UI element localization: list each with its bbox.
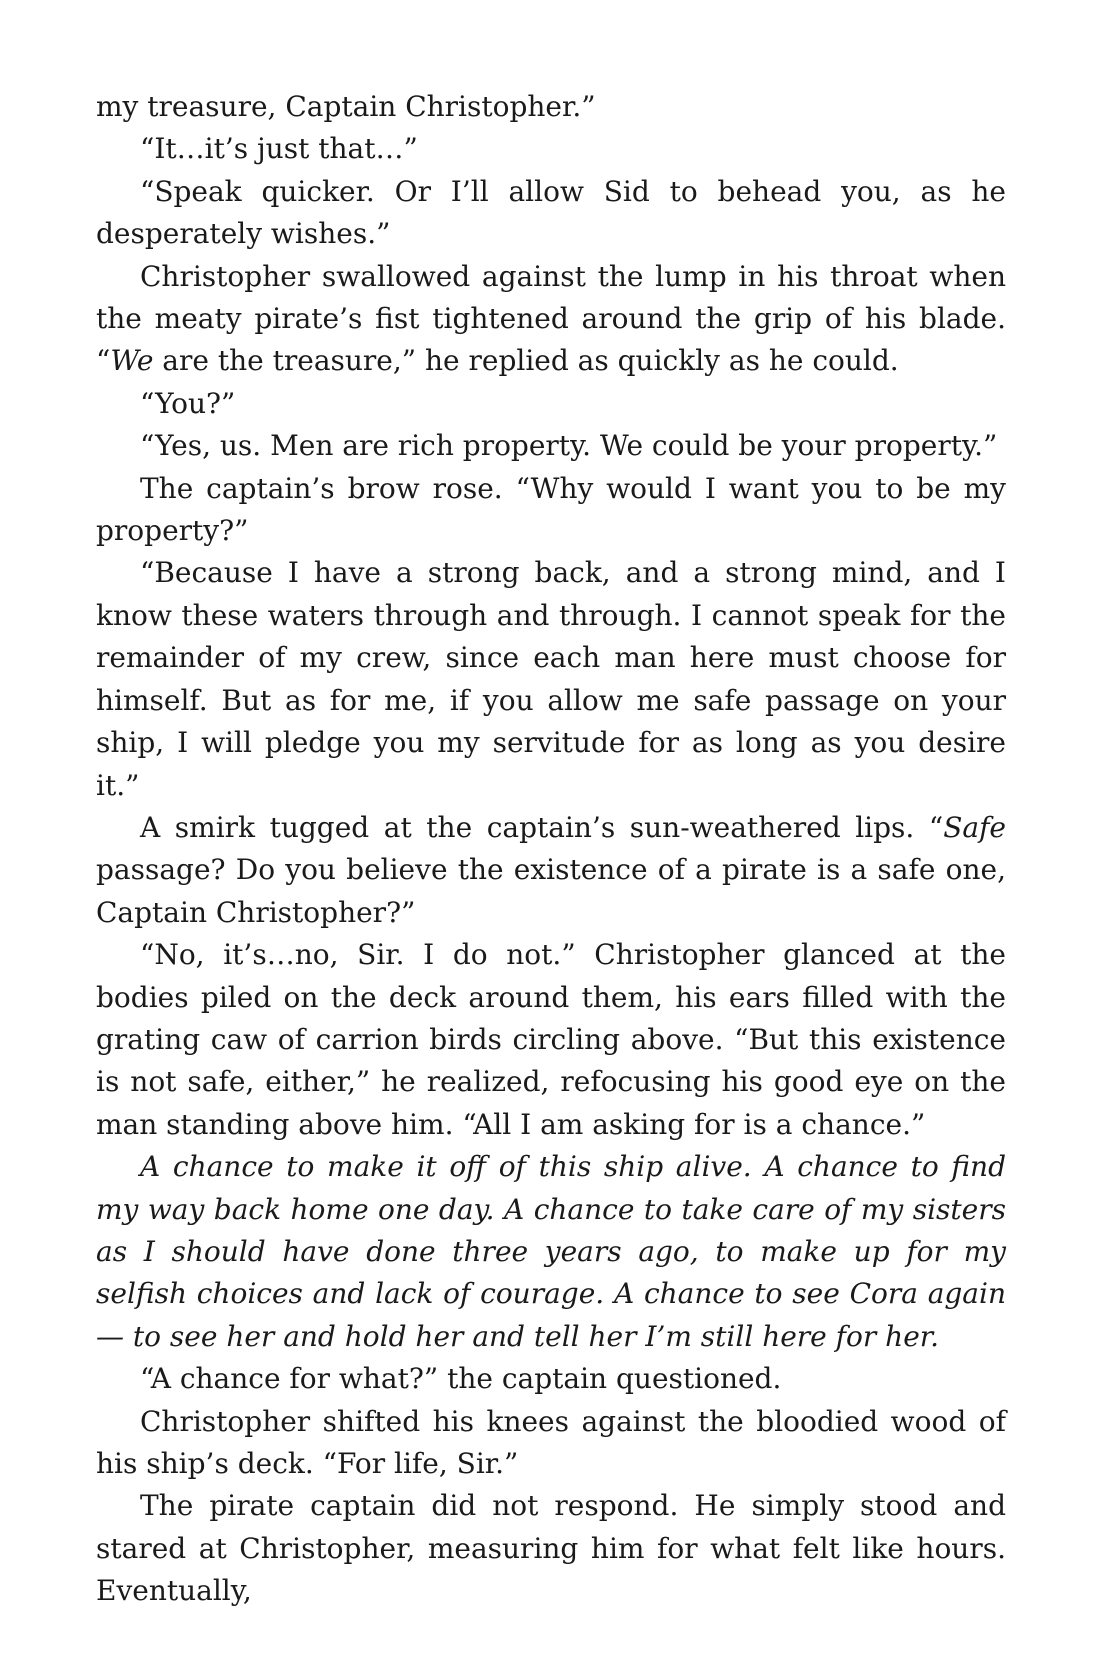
paragraph: “Because I have a strong back, and a strong mind, and I know these waters through and through. I cannot speak for the remainder of my crew, since each man here must choose for himself. But as for me, if you allow me safe passage on your ship, I will pledge you my servitude for as long as you desire it.” [96, 556, 1006, 802]
paragraph [96, 807, 1006, 934]
paragraph: “A chance for what?” the captain questioned. [140, 1362, 782, 1396]
emphasis: A chance to make it off of this ship alive. A chance to find my way back home one day. A chance to take care of my sisters as I should have done three years ago, to make up for my selfish choices and lack of courage. A chance to see Cora again — to see her and hold her and tell her I’m still here for her. [96, 1150, 1006, 1353]
paragraph: my treasure, Captain Christopher.” [96, 90, 596, 123]
paragraph: The captain’s brow rose. “Why would I want you to be my property?” [96, 471, 1006, 548]
paragraph: “Yes, us. Men are rich property. We could be your property.” [140, 429, 998, 463]
text-run: Christopher swallowed against the lump in his throat when the meaty pirate’s fist tightened around the grip of his blade. “ [96, 259, 1006, 378]
text-run: are the treasure,” he replied as quickly as he could. [153, 344, 899, 378]
paragraph: “No, it’s…no, Sir. I do not.” Christopher glanced at the bodies piled on the deck around them, his ears filled with the grating caw of carrion birds circling above. “But this existence is not safe, either,” he realized, refocusing his good eye on the man standing above him. “All I am asking for is a chance.” [96, 938, 1006, 1141]
paragraph: The pirate captain did not respond. He simply stood and stared at Christopher, measuring him for what felt like hours. Eventually, [96, 1489, 1006, 1608]
emphasis: Safe [943, 810, 1006, 844]
paragraph-italic-thought [96, 1146, 1006, 1358]
text-run: A smirk tugged at the captain’s sun-weathered lips. “ [140, 810, 944, 844]
paragraph: “You?” [140, 386, 236, 420]
emphasis: We [110, 344, 154, 378]
paragraph: “It…it’s just that…” [140, 132, 418, 166]
paragraph [96, 256, 1006, 383]
text-run: passage? Do you believe the existence of a pirate is a safe one, Captain Christopher?” [96, 853, 1006, 929]
paragraph: “Speak quicker. Or I’ll allow Sid to behead you, as he desperately wishes.” [96, 174, 1006, 251]
book-page [96, 86, 1006, 1613]
paragraph: Christopher shifted his knees against the bloodied wood of his ship’s deck. “For life, Sir.” [96, 1404, 1006, 1480]
